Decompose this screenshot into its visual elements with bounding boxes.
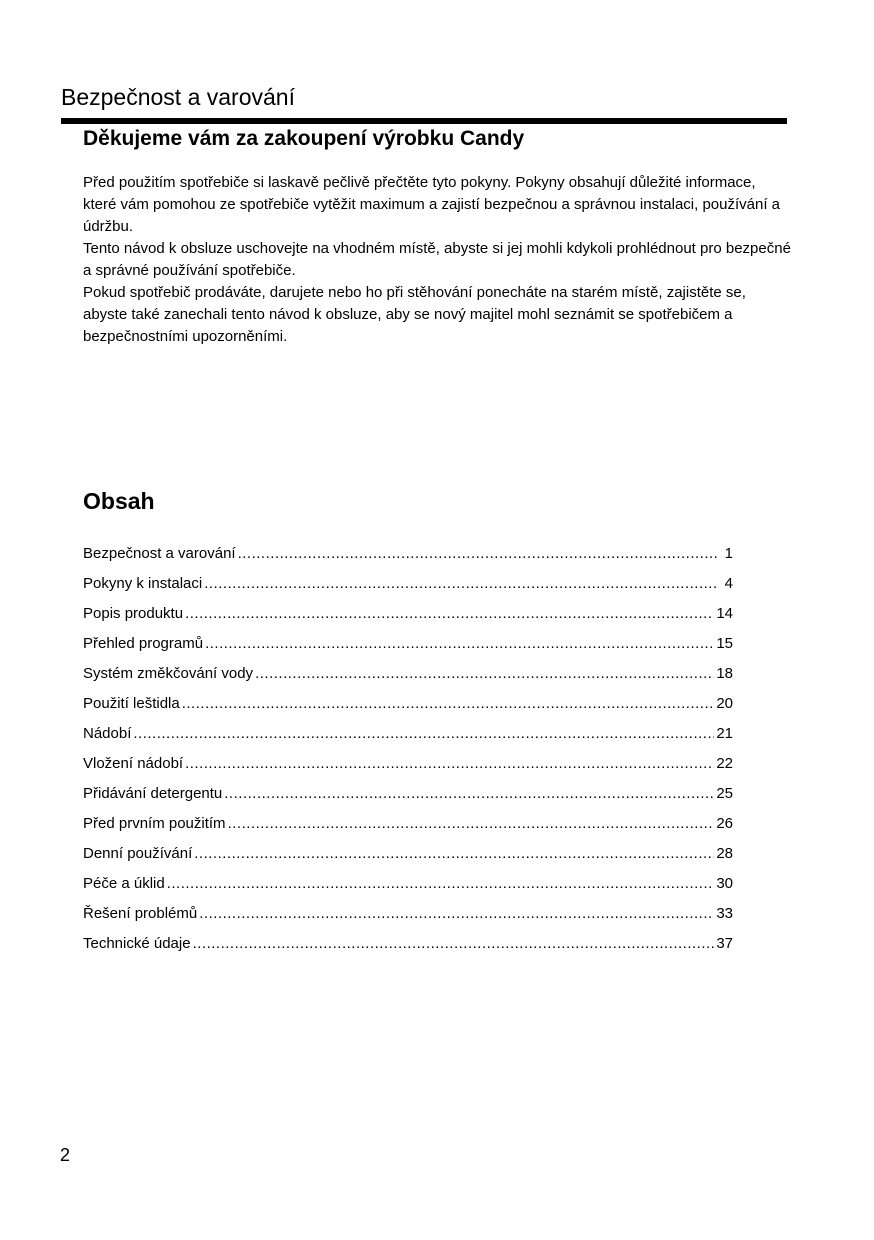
toc-leader-dots (185, 752, 714, 776)
section-header: Bezpečnost a varování (61, 84, 295, 110)
toc-entry[interactable] (83, 842, 733, 872)
toc-entry-label: Systém změkčování vody (83, 665, 254, 682)
toc-leader-dots (228, 812, 715, 836)
toc-entry-label: Denní používání (83, 845, 193, 862)
toc-entry[interactable] (83, 602, 733, 632)
toc-entry[interactable] (83, 752, 733, 782)
toc-entry-label: Řešení problémů (83, 905, 198, 922)
toc-leader-dots (193, 932, 715, 956)
toc-entry[interactable] (83, 662, 733, 692)
toc-leader-dots (205, 632, 714, 656)
toc-entry-label: Popis produktu (83, 605, 184, 622)
toc-entry-page: 18 (716, 665, 733, 682)
toc-leader-dots (204, 572, 717, 596)
toc-leader-dots (194, 842, 714, 866)
toc-entry-page: 26 (716, 815, 733, 832)
toc-entry-label: Nádobí (83, 725, 132, 742)
table-of-contents (83, 542, 733, 962)
toc-entry[interactable] (83, 872, 733, 902)
toc-entry[interactable] (83, 812, 733, 842)
toc-entry-page: 15 (716, 635, 733, 652)
toc-entry-label: Vložení nádobí (83, 755, 184, 772)
toc-leader-dots (133, 722, 714, 746)
toc-entry-page: 22 (716, 755, 733, 772)
toc-entry[interactable] (83, 632, 733, 662)
toc-entry-page: 1 (724, 545, 733, 562)
toc-leader-dots (167, 872, 715, 896)
toc-leader-dots (255, 662, 714, 686)
toc-leader-dots (238, 542, 717, 566)
welcome-title: Děkujeme vám za zakoupení výrobku Candy (83, 127, 525, 150)
toc-entry-page: 30 (716, 875, 733, 892)
toc-entry[interactable] (83, 782, 733, 812)
toc-entry-label: Bezpečnost a varování (83, 545, 236, 562)
toc-entry-page: 14 (716, 605, 733, 622)
toc-entry-label: Přidávání detergentu (83, 785, 223, 802)
toc-entry-label: Technické údaje (83, 935, 191, 952)
toc-entry-label: Péče a úklid (83, 875, 165, 892)
toc-entry-page: 20 (716, 695, 733, 712)
toc-entry-page: 4 (724, 575, 733, 592)
toc-entry-page: 25 (716, 785, 733, 802)
intro-paragraph: Pokud spotřebič prodáváte, darujete nebo ho při stěhování ponecháte na starém místě, zajistěte se, abyste také zanechali tento návod k obsluze, aby se nový majitel mohl seznámit se spotřebičem a bezpečnostními upozorněními. (83, 284, 746, 345)
toc-entry-page: 21 (716, 725, 733, 742)
toc-leader-dots (199, 902, 714, 926)
intro-text (83, 172, 793, 348)
toc-entry[interactable] (83, 722, 733, 752)
toc-entry[interactable] (83, 542, 733, 572)
toc-entry[interactable] (83, 692, 733, 722)
intro-paragraph: Tento návod k obsluze uschovejte na vhodném místě, abyste si jej mohli kdykoli prohlédnout pro bezpečné a správné používání spotřebiče. (83, 240, 791, 279)
toc-leader-dots (182, 692, 715, 716)
toc-entry-label: Pokyny k instalaci (83, 575, 203, 592)
toc-entry-page: 33 (716, 905, 733, 922)
page-number: 2 (60, 1145, 71, 1165)
toc-entry-label: Před prvním použitím (83, 815, 226, 832)
toc-leader-dots (224, 782, 714, 806)
toc-entry[interactable] (83, 902, 733, 932)
toc-title: Obsah (83, 488, 155, 514)
toc-entry[interactable] (83, 932, 733, 962)
toc-entry-label: Použití leštidla (83, 695, 180, 712)
header-rule (61, 118, 787, 124)
toc-entry-page: 28 (716, 845, 733, 862)
toc-leader-dots (185, 602, 714, 626)
intro-paragraph: Před použitím spotřebiče si laskavě pečlivě přečtěte tyto pokyny. Pokyny obsahují důležité informace, které vám pomohou ze spotřebiče vytěžit maximum a zajistí bezpečnou a správnou instalaci, používání a údržbu. (83, 174, 781, 235)
toc-entry[interactable] (83, 572, 733, 602)
toc-entry-label: Přehled programů (83, 635, 204, 652)
toc-entry-page: 37 (716, 935, 733, 952)
